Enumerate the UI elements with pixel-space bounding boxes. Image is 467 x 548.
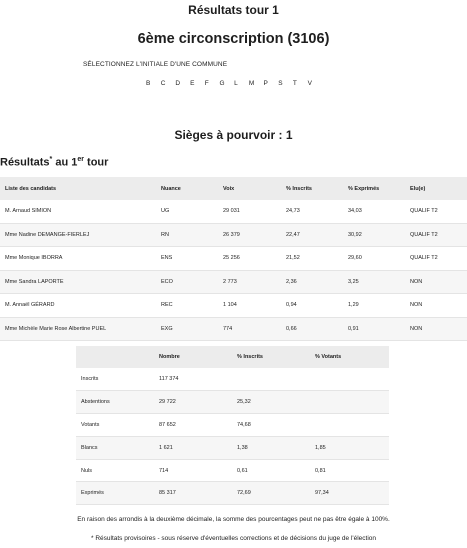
letter-link-t[interactable]: T xyxy=(292,80,297,87)
table-row xyxy=(76,482,389,505)
stat-pct-votants xyxy=(310,390,389,413)
stat-count: 1 621 xyxy=(154,436,232,459)
letter-link-g[interactable]: G xyxy=(219,80,225,87)
letter-link-b[interactable]: B xyxy=(146,80,151,87)
seats-to-fill: Sièges à pourvoir : 1 xyxy=(174,128,293,142)
results-heading-suffix: tour xyxy=(83,156,109,169)
candidate-status: QUALIF T2 xyxy=(405,247,467,271)
candidate-status: NON xyxy=(405,294,467,318)
col-header-pct-inscrits: % Inscrits xyxy=(281,177,343,200)
stat-label: Inscrits xyxy=(76,368,154,390)
table-row xyxy=(0,317,467,341)
col-header-voix: Voix xyxy=(218,177,281,200)
stat-pct-votants: 97,34 xyxy=(310,482,389,505)
candidate-pct-exprimes: 34,03 xyxy=(343,200,405,223)
col-header-nuance: Nuance xyxy=(156,177,218,200)
stat-label: Nuls xyxy=(76,459,154,482)
stat-count: 85 317 xyxy=(154,482,232,505)
candidate-status: NON xyxy=(405,317,467,341)
stat-pct-votants: 0,81 xyxy=(310,459,389,482)
participation-header-row xyxy=(76,346,389,368)
candidates-table xyxy=(0,177,467,341)
stat-pct-inscrits: 1,38 xyxy=(232,436,310,459)
col-header-nombre: Nombre xyxy=(154,346,232,368)
candidate-votes: 25 256 xyxy=(218,247,281,271)
col-header-pct-exprimes: % Exprimés xyxy=(343,177,405,200)
candidate-nuance: REC xyxy=(156,294,218,318)
table-row xyxy=(0,270,467,294)
stat-pct-inscrits: 25,32 xyxy=(232,390,310,413)
provisional-note: * Résultats provisoires - sous réserve d'éventuelles corrections et de décisions du juge de l'élection xyxy=(90,535,377,542)
rounding-note: En raison des arrondis à la deuxième décimale, la somme des pourcentages peut ne pas être égale à 100%. xyxy=(77,516,390,523)
letter-link-e[interactable]: E xyxy=(190,80,195,87)
stat-count: 87 652 xyxy=(154,413,232,436)
results-heading-ordinal: er xyxy=(77,156,84,163)
candidate-name: Mme Monique IBORRA xyxy=(0,247,156,271)
commune-letter-nav xyxy=(146,80,322,87)
candidate-pct-inscrits: 21,52 xyxy=(281,247,343,271)
candidate-pct-inscrits: 0,94 xyxy=(281,294,343,318)
candidate-pct-exprimes: 3,25 xyxy=(343,270,405,294)
stat-count: 714 xyxy=(154,459,232,482)
results-heading-asterisk: * xyxy=(49,156,53,163)
candidate-name: Mme Sandra LAPORTE xyxy=(0,270,156,294)
letter-link-s[interactable]: S xyxy=(278,80,283,87)
table-row xyxy=(76,436,389,459)
candidates-header-row xyxy=(0,177,467,200)
stat-label: Abstentions xyxy=(76,390,154,413)
candidate-votes: 774 xyxy=(218,317,281,341)
letter-link-f[interactable]: F xyxy=(204,80,209,87)
stat-pct-inscrits: 0,61 xyxy=(232,459,310,482)
letter-link-c[interactable]: C xyxy=(160,80,166,87)
stat-pct-votants xyxy=(310,368,389,390)
stat-pct-inscrits: 74,68 xyxy=(232,413,310,436)
col-header-candidates: Liste des candidats xyxy=(0,177,156,200)
stat-label: Votants xyxy=(76,413,154,436)
stat-pct-votants xyxy=(310,413,389,436)
candidate-name: Mme Nadine DEMANGE-FIERLEJ xyxy=(0,223,156,247)
candidate-pct-exprimes: 30,92 xyxy=(343,223,405,247)
candidate-votes: 26 379 xyxy=(218,223,281,247)
col-header-elu: Elu(e) xyxy=(405,177,467,200)
col-header-pct-inscrits: % Inscrits xyxy=(232,346,310,368)
candidate-pct-inscrits: 0,66 xyxy=(281,317,343,341)
candidate-votes: 29 031 xyxy=(218,200,281,223)
candidate-pct-inscrits: 22,47 xyxy=(281,223,343,247)
candidate-nuance: UG xyxy=(156,200,218,223)
candidate-votes: 2 773 xyxy=(218,270,281,294)
table-row xyxy=(76,390,389,413)
candidate-name: M. Annaël GÉRARD xyxy=(0,294,156,318)
circonscription-title: 6ème circonscription (3106) xyxy=(137,31,330,47)
stat-count: 117 374 xyxy=(154,368,232,390)
table-row xyxy=(76,413,389,436)
candidate-pct-exprimes: 1,29 xyxy=(343,294,405,318)
participation-table xyxy=(76,346,389,505)
table-row xyxy=(76,459,389,482)
candidate-nuance: ENS xyxy=(156,247,218,271)
stat-count: 29 722 xyxy=(154,390,232,413)
candidate-status: QUALIF T2 xyxy=(405,223,467,247)
stat-pct-inscrits xyxy=(232,368,310,390)
candidate-status: QUALIF T2 xyxy=(405,200,467,223)
letter-link-p[interactable]: P xyxy=(263,80,268,87)
col-header-pct-votants: % Votants xyxy=(310,346,389,368)
col-header-blank xyxy=(76,346,154,368)
stat-pct-inscrits: 72,69 xyxy=(232,482,310,505)
stat-label: Exprimés xyxy=(76,482,154,505)
candidate-votes: 1 104 xyxy=(218,294,281,318)
candidate-name: M. Arnaud SIMION xyxy=(0,200,156,223)
results-heading-prefix: Résultats xyxy=(0,156,50,169)
candidate-nuance: RN xyxy=(156,223,218,247)
results-heading-middle: au 1 xyxy=(52,156,78,169)
candidate-nuance: EXG xyxy=(156,317,218,341)
candidate-name: Mme Michèle Marie Rose Albertine PUEL xyxy=(0,317,156,341)
table-row xyxy=(0,200,467,223)
page-title: Résultats tour 1 xyxy=(188,3,279,17)
table-row xyxy=(76,368,389,390)
letter-link-d[interactable]: D xyxy=(175,80,181,87)
letter-link-m[interactable]: M xyxy=(248,80,255,87)
results-heading xyxy=(0,156,108,169)
letter-link-l[interactable]: L xyxy=(234,80,238,87)
candidate-pct-inscrits: 2,36 xyxy=(281,270,343,294)
candidate-pct-exprimes: 0,91 xyxy=(343,317,405,341)
candidate-nuance: ECO xyxy=(156,270,218,294)
letter-link-v[interactable]: V xyxy=(307,80,312,87)
commune-initial-label: SÉLECTIONNEZ L'INITIALE D'UNE COMMUNE xyxy=(83,61,228,68)
candidate-pct-inscrits: 24,73 xyxy=(281,200,343,223)
candidate-pct-exprimes: 29,60 xyxy=(343,247,405,271)
table-row xyxy=(0,294,467,318)
candidate-status: NON xyxy=(405,270,467,294)
stat-pct-votants: 1,85 xyxy=(310,436,389,459)
stat-label: Blancs xyxy=(76,436,154,459)
table-row xyxy=(0,247,467,271)
table-row xyxy=(0,223,467,247)
